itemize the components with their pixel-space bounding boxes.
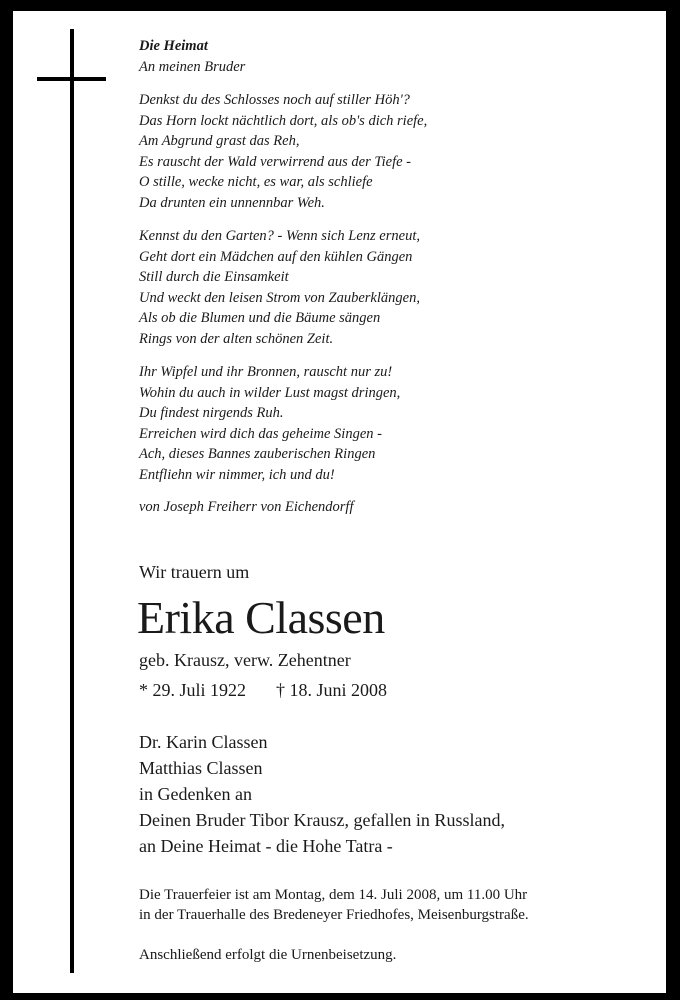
poem-line: Wohin du auch in wilder Lust magst dringen, bbox=[139, 384, 401, 401]
cross-icon-vertical bbox=[70, 29, 74, 973]
urn-burial-note: Anschließend erfolgt die Urnenbeisetzung. bbox=[139, 947, 397, 963]
mourner-line: Dr. Karin Classen bbox=[139, 732, 268, 752]
poem-line: Am Abgrund grast das Reh, bbox=[139, 133, 300, 149]
poem-line: Ihr Wipfel und ihr Bronnen, rauscht nur zu! bbox=[139, 364, 393, 380]
birth-names: geb. Krausz, verw. Zehentner bbox=[139, 650, 351, 670]
poem bbox=[139, 36, 639, 518]
poem-line: Als ob die Blumen und die Bäume sängen bbox=[139, 310, 381, 326]
poem-line: Das Horn lockt nächtlich dort, als ob's dich riefe, bbox=[139, 112, 428, 129]
poem-line: Ach, dieses Bannes zauberischen Ringen bbox=[139, 446, 376, 462]
poem-author: von Joseph Freiherr von Eichendorff bbox=[139, 499, 354, 515]
poem-line: Rings von der alten schönen Zeit. bbox=[139, 330, 334, 347]
poem-stanza-3 bbox=[139, 362, 639, 485]
deceased-name: Erika Classen bbox=[137, 592, 385, 643]
poem-line: Da drunten ein unnennbar Weh. bbox=[139, 194, 325, 211]
mourners-list bbox=[139, 729, 505, 859]
mourner-line: Matthias Classen bbox=[139, 758, 263, 778]
mourner-line: Deinen Bruder Tibor Krausz, gefallen in Russland, bbox=[139, 810, 505, 830]
poem-line: Still durch die Einsamkeit bbox=[139, 269, 289, 285]
poem-dedication: An meinen Bruder bbox=[139, 58, 246, 75]
mourner-line: an Deine Heimat - die Hohe Tatra - bbox=[139, 836, 393, 856]
funeral-service-info bbox=[139, 885, 529, 925]
poem-line: Erreichen wird dich das geheime Singen - bbox=[139, 425, 382, 442]
poem-line: O stille, wecke nicht, es war, als schliefe bbox=[139, 174, 373, 190]
poem-line: Und weckt den leisen Strom von Zauberklängen, bbox=[139, 289, 420, 306]
life-dates bbox=[139, 678, 387, 702]
poem-line: Denkst du des Schlosses noch auf stiller Höh'? bbox=[139, 92, 410, 108]
poem-line: Es rauscht der Wald verwirrend aus der Tiefe - bbox=[139, 153, 411, 170]
poem-line: Kennst du den Garten? - Wenn sich Lenz erneut, bbox=[139, 228, 420, 244]
mourning-intro: Wir trauern um bbox=[139, 562, 250, 582]
mourner-line: in Gedenken an bbox=[139, 784, 252, 804]
service-line: Die Trauerfeier ist am Montag, dem 14. Juli 2008, um 11.00 Uhr bbox=[139, 887, 528, 903]
poem-stanza-2 bbox=[139, 226, 639, 349]
poem-stanza-1 bbox=[139, 90, 639, 213]
cross-icon-horizontal bbox=[37, 77, 106, 81]
death-date: † 18. Juni 2008 bbox=[276, 680, 388, 700]
poem-line: Du findest nirgends Ruh. bbox=[139, 405, 284, 421]
poem-title: Die Heimat bbox=[139, 38, 208, 54]
poem-line: Entfliehn wir nimmer, ich und du! bbox=[139, 466, 335, 483]
service-line: in der Trauerhalle des Bredeneyer Friedhofes, Meisenburgstraße. bbox=[139, 907, 529, 923]
birth-date: * 29. Juli 1922 bbox=[139, 680, 247, 700]
poem-line: Geht dort ein Mädchen auf den kühlen Gängen bbox=[139, 248, 413, 265]
